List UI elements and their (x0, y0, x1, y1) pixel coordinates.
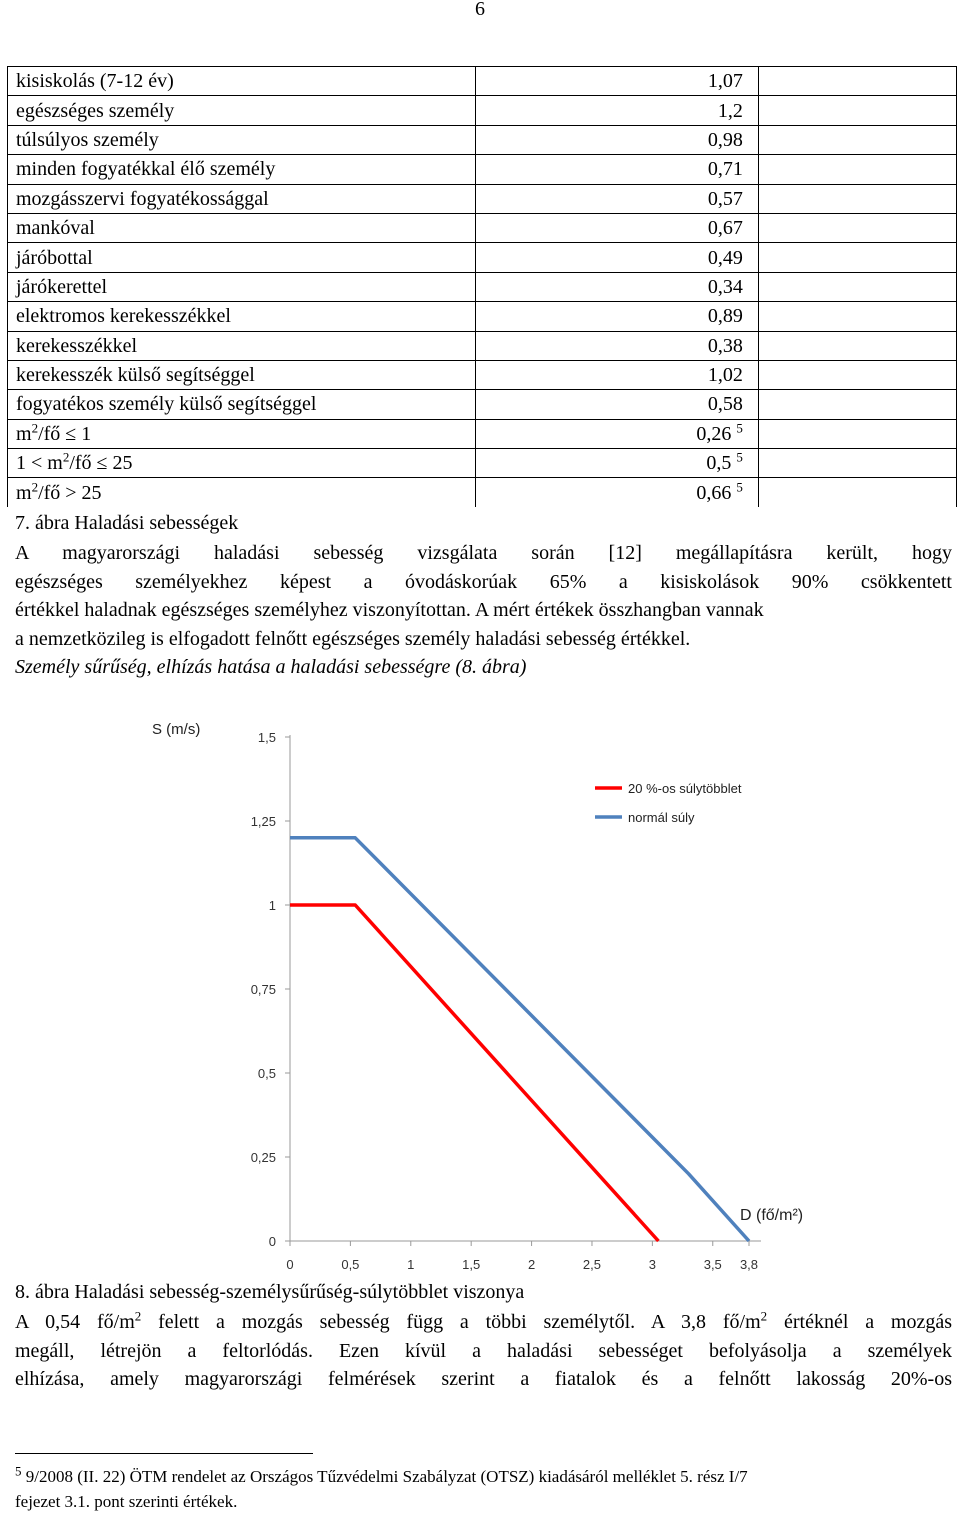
paragraph-density (15, 1308, 952, 1394)
row-empty-cell (758, 360, 956, 389)
footnote-ref: 5 (736, 449, 743, 465)
row-empty-cell (758, 331, 956, 360)
row-label: járókerettel (8, 272, 476, 301)
label-text: /fő > 25 (38, 481, 102, 504)
table-row (8, 243, 957, 272)
footnote-line (15, 1464, 952, 1489)
footnote-line: fejezet 3.1. pont szerinti értékek. (15, 1492, 238, 1511)
x-tick-label: 3,8 (739, 1257, 759, 1272)
table-row (8, 272, 957, 301)
row-value: 0,98 (476, 125, 759, 154)
y-tick-label: 1,5 (257, 730, 276, 745)
value-text: 0,66 (696, 481, 732, 504)
row-label: járóbottal (8, 243, 476, 272)
table-row (8, 155, 957, 184)
row-empty-cell (758, 449, 956, 478)
x-axis-label: D (fő/m²) (740, 1207, 804, 1224)
row-empty-cell (758, 125, 956, 154)
y-tick-label: 1,25 (250, 814, 276, 829)
x-tick-label: 2 (527, 1257, 536, 1272)
row-value: 1,07 (476, 67, 759, 96)
paragraph-line: A magyarországi haladási sebesség vizsgálata során [12] megállapításra került, hogy (15, 542, 952, 564)
row-label (8, 449, 476, 478)
row-value: 0,58 (476, 390, 759, 419)
superscript: 2 (31, 479, 39, 494)
row-label: kerekesszékkel (8, 331, 476, 360)
row-label: elektromos kerekesszékkel (8, 302, 476, 331)
paragraph-line (15, 1308, 952, 1337)
figure-8-caption: 8. ábra Haladási sebesség-személysűrűség-súlytöbblet viszonya (15, 1281, 525, 1303)
y-axis-label: S (m/s) (152, 721, 201, 738)
row-empty-cell (758, 67, 956, 96)
paragraph-line: egészséges személyekhez képest a óvodáskorúak 65% a kisiskolások 90% csökkentett (15, 570, 952, 593)
paragraph-walking-speed (15, 539, 952, 682)
row-value: 0,67 (476, 213, 759, 242)
label-text: m (16, 481, 32, 504)
footnote-ref: 5 (736, 420, 743, 436)
footnote-separator (15, 1453, 313, 1454)
text-run: A 0,54 fő/m (15, 1311, 135, 1333)
y-tick-label: 0,25 (250, 1150, 276, 1165)
row-value: 1,02 (476, 360, 759, 389)
row-empty-cell (758, 213, 956, 242)
row-label (8, 419, 476, 448)
row-label: minden fogyatékkal élő személy (8, 155, 476, 184)
row-value: 1,2 (476, 96, 759, 125)
row-label: kerekesszék külső segítséggel (8, 360, 476, 389)
row-empty-cell (758, 302, 956, 331)
x-tick-label: 1,5 (462, 1257, 481, 1272)
row-value: 0,49 (476, 243, 759, 272)
superscript: 2 (760, 1308, 768, 1324)
paragraph-line: a nemzetközileg is elfogadott felnőtt egészséges személy haladási sebesség értékkel. (15, 627, 691, 650)
value-text: 0,5 (706, 452, 732, 475)
row-empty-cell (758, 390, 956, 419)
row-label: mozgásszervi fogyatékossággal (8, 184, 476, 213)
legend-label: normál súly (628, 810, 695, 825)
row-label: mankóval (8, 213, 476, 242)
x-tick-label: 3,5 (703, 1257, 722, 1272)
table-row (8, 96, 957, 125)
table-row (8, 67, 957, 96)
y-tick-label: 0 (268, 1234, 276, 1249)
x-tick-label: 1 (407, 1257, 415, 1272)
paragraph-line: megáll, létrejön a feltorlódás. Ezen kívül a haladási sebességet befolyásolja a személyek (15, 1339, 952, 1362)
row-empty-cell (758, 184, 956, 213)
text-run: értéknél a mozgás (767, 1311, 952, 1333)
y-tick-label: 0,5 (257, 1066, 276, 1081)
speed-table (7, 66, 957, 507)
row-label: fogyatékos személy külső segítséggel (8, 390, 476, 419)
row-value: 0,71 (476, 155, 759, 184)
section-heading-italic: Személy sűrűség, elhízás hatása a haladási sebességre (8. ábra) (15, 656, 527, 678)
x-tick-label: 0,5 (341, 1257, 360, 1272)
label-text: /fő ≤ 1 (38, 422, 92, 445)
superscript: 2 (62, 449, 70, 465)
row-value: 0,89 (476, 302, 759, 331)
row-empty-cell (758, 419, 956, 448)
page-number: 6 (475, 0, 485, 20)
row-empty-cell (758, 478, 956, 507)
footnote-mark: 5 (15, 1463, 22, 1479)
table-row (8, 184, 957, 213)
table-row (8, 302, 957, 331)
label-text: 1 < m (16, 452, 63, 475)
speed-density-chart (140, 708, 840, 1278)
table-row (8, 478, 957, 507)
x-tick-label: 3 (648, 1257, 656, 1272)
footnote-text: 9/2008 (II. 22) ÖTM rendelet az Országos Tűzvédelmi Szabályzat (OTSZ) kiadásáról melléklet 5. rész I/7 (21, 1467, 748, 1486)
x-tick-label: 2,5 (582, 1257, 602, 1272)
row-value: 0,38 (476, 331, 759, 360)
row-value (476, 449, 759, 478)
paragraph-line: elhízása, amely magyarországi felmérések szerint a fiatalok és a felnőtt lakosság 20%-os (15, 1368, 952, 1390)
table-row (8, 125, 957, 154)
table-row (8, 360, 957, 389)
row-value (476, 478, 759, 507)
text-run: felett a mozgás sebesség függ a többi személytől. A 3,8 fő/m (141, 1311, 761, 1333)
label-text: /fő ≤ 25 (69, 452, 133, 475)
row-empty-cell (758, 96, 956, 125)
row-empty-cell (758, 272, 956, 301)
table-row (8, 419, 957, 448)
legend-label: 20 %-os súlytöbblet (628, 781, 742, 796)
row-label: túlsúlyos személy (8, 125, 476, 154)
table-row (8, 390, 957, 419)
table-row (8, 449, 957, 478)
superscript: 2 (31, 420, 39, 436)
table-row (8, 331, 957, 360)
row-label: kisiskolás (7-12 év) (8, 67, 476, 96)
superscript: 2 (134, 1308, 142, 1324)
row-empty-cell (758, 155, 956, 184)
y-tick-label: 1 (268, 898, 276, 913)
row-value: 0,57 (476, 184, 759, 213)
row-value (476, 419, 759, 448)
row-label: egészséges személy (8, 96, 476, 125)
footnote-ref: 5 (736, 479, 743, 494)
x-tick-label: 0 (286, 1257, 294, 1272)
paragraph-line: értékkel haladnak egészséges személyhez viszonyítottan. A mért értékek összhangban vannak (15, 599, 764, 621)
y-tick-label: 0,75 (250, 982, 276, 997)
footnote (15, 1464, 952, 1514)
figure-7-caption: 7. ábra Haladási sebességek (15, 512, 239, 534)
series-line-2 (290, 838, 749, 1241)
row-label (8, 478, 476, 507)
row-value: 0,34 (476, 272, 759, 301)
row-empty-cell (758, 243, 956, 272)
table-row (8, 213, 957, 242)
label-text: m (16, 422, 32, 445)
value-text: 0,26 (696, 422, 732, 445)
